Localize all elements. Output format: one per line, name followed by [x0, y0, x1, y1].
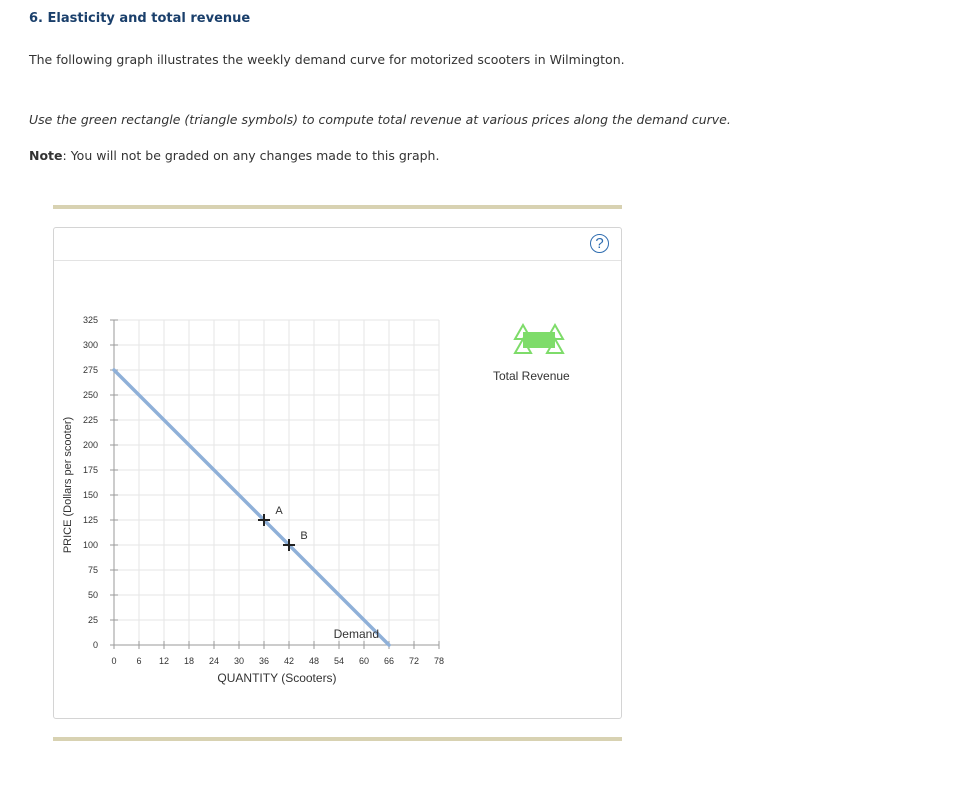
question-intro: The following graph illustrates the weekly demand curve for motorized scooters in Wilmington.: [29, 52, 625, 67]
x-tick-label: 36: [258, 656, 270, 666]
x-tick-label: 54: [333, 656, 345, 666]
y-axis-label: PRICE (Dollars per scooter): [62, 416, 74, 554]
y-tick-label: 275: [82, 365, 98, 375]
chart-grid: [114, 320, 439, 645]
note-text: : You will not be graded on any changes made to this graph.: [62, 148, 440, 163]
y-tick-label: 25: [87, 615, 98, 625]
demand-curve: [114, 370, 389, 645]
x-tick-label: 60: [358, 656, 370, 666]
note-label: Note: [29, 148, 63, 163]
total-revenue-label: Total Revenue: [493, 369, 570, 383]
question-title: 6. Elasticity and total revenue: [29, 11, 251, 26]
x-axis-label: QUANTITY (Scooters): [217, 671, 337, 685]
x-tick-label: 66: [383, 656, 395, 666]
x-tick-label: 42: [283, 656, 295, 666]
x-tick-label: 48: [308, 656, 320, 666]
x-tick-label: 30: [233, 656, 245, 666]
x-tick-label: 72: [408, 656, 420, 666]
x-tick-label: 24: [208, 656, 220, 666]
x-tick-label: 0: [111, 656, 117, 666]
chart-points: [258, 505, 308, 551]
question-instruction: Use the green rectangle (triangle symbols) to compute total revenue at various prices along the demand curve.: [29, 112, 731, 127]
y-tick-label: 50: [87, 590, 98, 600]
x-tick-label: 6: [136, 656, 142, 666]
chart-ticks: [83, 315, 444, 666]
y-tick-label: 325: [82, 315, 98, 325]
y-tick-label: 125: [82, 515, 98, 525]
y-tick-label: 0: [92, 640, 98, 650]
y-tick-label: 300: [82, 340, 98, 350]
y-tick-label: 250: [82, 390, 98, 400]
demand-curve-label: Demand: [333, 627, 379, 641]
help-icon[interactable]: ?: [590, 234, 609, 253]
y-tick-label: 225: [82, 415, 98, 425]
chart-series: [114, 370, 389, 645]
y-tick-label: 75: [87, 565, 98, 575]
point-label-b: B: [300, 530, 308, 542]
x-tick-label: 12: [158, 656, 170, 666]
x-tick-label: 78: [433, 656, 445, 666]
chart-axes: [114, 320, 439, 645]
x-tick-label: 18: [183, 656, 195, 666]
total-revenue-tool[interactable]: [515, 325, 563, 353]
y-tick-label: 175: [82, 465, 98, 475]
point-label-a: A: [275, 505, 283, 517]
y-tick-label: 150: [82, 490, 98, 500]
y-tick-label: 100: [82, 540, 98, 550]
y-tick-label: 200: [82, 440, 98, 450]
